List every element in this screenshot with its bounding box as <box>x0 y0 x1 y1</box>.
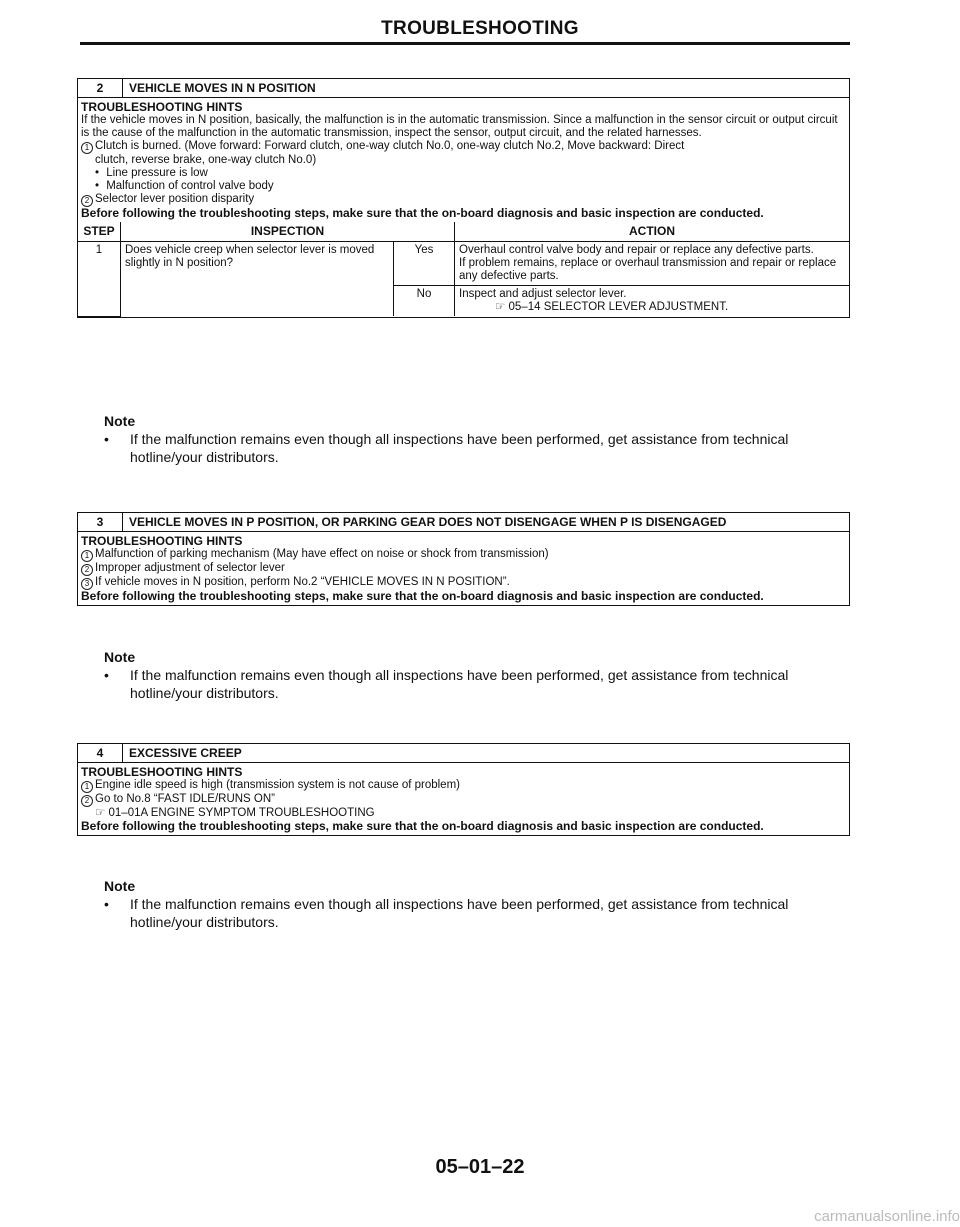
action-yes: Overhaul control valve body and repair or replace any defective parts. If problem remains, replace or overhaul transmission and repair or replace any defective parts. <box>455 242 850 286</box>
section-2 <box>77 78 850 318</box>
hint-2: 2 Go to No.8 “FAST IDLE/RUNS ON” <box>81 793 845 807</box>
hint-2: 2 Selector lever position disparity <box>81 193 845 207</box>
note-heading: Note <box>104 649 136 665</box>
circled-number-icon: 3 <box>81 578 93 590</box>
troubleshooting-hints <box>78 532 849 605</box>
section-title: VEHICLE MOVES IN N POSITION <box>129 80 316 95</box>
hint-1: 1 Engine idle speed is high (transmission system is not cause of problem) <box>81 779 845 793</box>
reference-arrow-icon: ☞ <box>495 301 509 313</box>
step-number: 1 <box>78 242 121 317</box>
note-block <box>104 877 824 931</box>
bullet-icon: • <box>104 896 109 912</box>
answer-yes: Yes <box>394 242 455 286</box>
note-item: • If the malfunction remains even though all inspections have been performed, get assistance from technical hotline/your distributors. <box>104 667 789 701</box>
section-4-header <box>78 744 849 763</box>
footer-watermark: carmanualsonline.info <box>814 1208 960 1225</box>
hints-heading: TROUBLESHOOTING HINTS <box>81 100 243 114</box>
inspection-table <box>78 222 849 317</box>
hints-heading: TROUBLESHOOTING HINTS <box>81 765 243 779</box>
section-number: 2 <box>78 79 123 97</box>
note-heading: Note <box>104 878 136 894</box>
bullet-icon: • <box>95 180 100 192</box>
section-2-header <box>78 79 849 98</box>
circled-number-icon: 1 <box>81 781 93 793</box>
note-block <box>104 648 824 702</box>
hints-intro: If the vehicle moves in N position, basically, the malfunction is in the automatic transmission. Since a malfunction in the sensor circuit or output circuit is the cause of the malfunction in the automatic transmission, inspect the sensor, output circuit, and the related harnesses. <box>81 114 838 139</box>
action-no: Inspect and adjust selector lever. ☞ 05–14 SELECTOR LEVER ADJUSTMENT. <box>455 286 850 317</box>
section-4 <box>77 743 850 836</box>
hint-bullet: • Line pressure is low <box>95 167 208 179</box>
column-header-action: ACTION <box>455 222 850 242</box>
troubleshooting-hints <box>78 763 849 835</box>
hint-bullet: • Malfunction of control valve body <box>95 180 274 192</box>
note-heading: Note <box>104 413 136 429</box>
answer-no: No <box>394 286 455 317</box>
before-following-note: Before following the troubleshooting steps, make sure that the on-board diagnosis and basic inspection are conducted. <box>81 819 764 833</box>
before-following-note: Before following the troubleshooting steps, make sure that the on-board diagnosis and basic inspection are conducted. <box>81 206 764 220</box>
section-number: 3 <box>78 513 123 531</box>
section-title: EXCESSIVE CREEP <box>129 745 242 760</box>
bullet-icon: • <box>104 431 109 447</box>
note-block <box>104 412 824 466</box>
page-title: TROUBLESHOOTING <box>381 18 579 39</box>
hint-3: 3 If vehicle moves in N position, perform No.2 “VEHICLE MOVES IN N POSITION”. <box>81 576 845 590</box>
circled-number-icon: 2 <box>81 795 93 807</box>
column-header-step: STEP <box>78 222 121 242</box>
note-item: • If the malfunction remains even though all inspections have been performed, get assistance from technical hotline/your distributors. <box>104 431 789 465</box>
circled-number-icon: 2 <box>81 195 93 207</box>
note-item: • If the malfunction remains even though all inspections have been performed, get assistance from technical hotline/your distributors. <box>104 896 789 930</box>
hint-2: 2 Improper adjustment of selector lever <box>81 562 845 576</box>
inspection-text: Does vehicle creep when selector lever is moved slightly in N position? <box>121 242 394 317</box>
hints-heading: TROUBLESHOOTING HINTS <box>81 534 243 548</box>
title-rule <box>80 42 850 45</box>
bullet-icon: • <box>95 167 100 179</box>
hint-1-continued: clutch, reverse brake, one-way clutch No.0) <box>95 154 317 166</box>
circled-number-icon: 1 <box>81 142 93 154</box>
section-3-header <box>78 513 849 532</box>
circled-number-icon: 2 <box>81 564 93 576</box>
section-title: VEHICLE MOVES IN P POSITION, OR PARKING GEAR DOES NOT DISENGAGE WHEN P IS DISENGAGED <box>129 514 727 529</box>
reference-arrow-icon: ☞ <box>95 807 109 819</box>
hint-2-reference: ☞ 01–01A ENGINE SYMPTOM TROUBLESHOOTING <box>95 807 375 819</box>
section-number: 4 <box>78 744 123 762</box>
section-3 <box>77 512 850 606</box>
hint-1: 1 Clutch is burned. (Move forward: Forward clutch, one-way clutch No.0, one-way clutch No.2, Move backward: Direct <box>81 140 845 154</box>
circled-number-icon: 1 <box>81 550 93 562</box>
before-following-note: Before following the troubleshooting steps, make sure that the on-board diagnosis and basic inspection are conducted. <box>81 589 764 603</box>
column-header-inspection: INSPECTION <box>121 222 455 242</box>
troubleshooting-hints <box>78 98 849 222</box>
bullet-icon: • <box>104 667 109 683</box>
page-number: 05–01–22 <box>435 1156 525 1178</box>
hint-1: 1 Malfunction of parking mechanism (May have effect on noise or shock from transmission) <box>81 548 845 562</box>
